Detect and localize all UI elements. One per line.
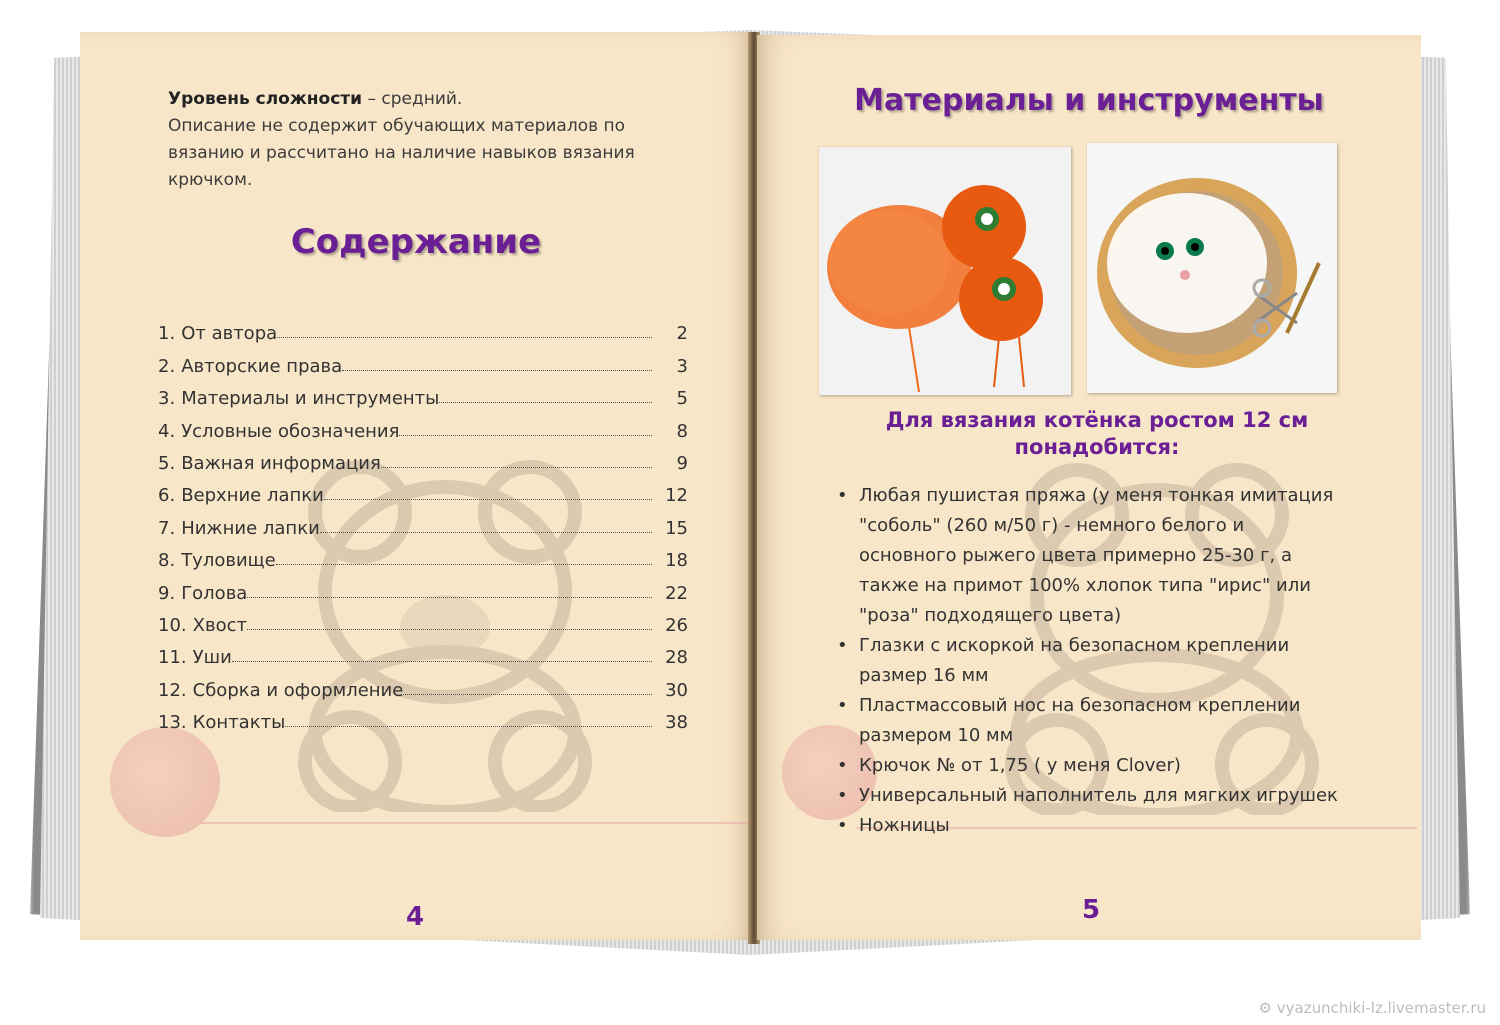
toc-item[interactable] <box>158 571 688 603</box>
toc-item-number: 10. <box>158 614 187 636</box>
toc-item[interactable] <box>158 474 688 506</box>
toc-item[interactable] <box>158 636 688 668</box>
toc-item[interactable] <box>158 506 688 538</box>
toc-item-number: 1. <box>158 323 176 345</box>
toc-item-page: 2 <box>676 323 688 345</box>
toc-item-page: 22 <box>665 582 688 604</box>
material-item: • Ножницы <box>837 811 1347 841</box>
toc-item[interactable] <box>158 539 688 571</box>
yarn-ball-decoration <box>110 727 220 837</box>
footer-url <box>1259 999 1486 1017</box>
gear-icon: ⚙ <box>1258 999 1272 1017</box>
toc-item-label: Голова <box>181 582 248 604</box>
toc-leader-dots <box>399 434 652 436</box>
toc-leader-dots <box>320 531 652 533</box>
toc-leader-dots <box>324 498 652 500</box>
toc-item-page: 15 <box>665 517 688 539</box>
toc-item-number: 11. <box>158 647 187 669</box>
toc-item-label: Нижние лапки <box>181 517 320 539</box>
toc-leader-dots <box>247 628 652 630</box>
intro-text: Описание не содержит обучающих материалов по вязанию и рассчитано на наличие навыков вязания крючком. <box>168 116 635 190</box>
material-item: • Универсальный наполнитель для мягких игрушек <box>837 781 1347 811</box>
toc-item-number: 13. <box>158 712 187 734</box>
toc-item[interactable] <box>158 668 688 700</box>
toc-item[interactable] <box>158 604 688 636</box>
toc-item-label: Верхние лапки <box>181 485 324 507</box>
toc-leader-dots <box>276 563 652 565</box>
yarn-thread-decoration <box>200 822 750 824</box>
toc-item-label: Условные обозначения <box>181 420 400 442</box>
yarn-balls-image <box>819 147 1071 395</box>
toc-item-page: 38 <box>665 712 688 734</box>
material-item: • Пластмассовый нос на безопасном креплении размером 10 мм <box>837 691 1347 751</box>
toc-item[interactable] <box>158 344 688 376</box>
material-item: • Любая пушистая пряжа (у меня тонкая имитация "соболь" (260 м/50 г) - немного белого и основного рыжего цвета примерно 25-30 г, а также на примот 100% хлопок типа "ирис" или "роза" подходящего цвета) <box>837 481 1347 631</box>
materials-subtitle <box>817 407 1377 461</box>
toc-item[interactable] <box>158 409 688 441</box>
toc-leader-dots <box>232 660 652 662</box>
toc-item-number: 2. <box>158 355 176 377</box>
toc-item-label: От автора <box>181 323 278 345</box>
toc-item-page: 28 <box>665 647 688 669</box>
materials-list <box>837 481 1347 841</box>
toc-item-page: 26 <box>665 614 688 636</box>
toc-item-number: 6. <box>158 485 176 507</box>
toc-item-number: 4. <box>158 420 176 442</box>
toc-item-label: Контакты <box>192 712 286 734</box>
material-item: • Глазки с искоркой на безопасном креплении размер 16 мм <box>837 631 1347 691</box>
materials-title: Материалы и инструменты <box>854 83 1324 118</box>
toc-leader-dots <box>277 336 652 338</box>
table-of-contents <box>158 312 688 733</box>
toc-leader-dots <box>342 369 652 371</box>
yarn-photo <box>819 147 1071 395</box>
toc-item-number: 7. <box>158 517 176 539</box>
toc-item-page: 5 <box>676 388 688 410</box>
subtitle-line-1: Для вязания котёнка ростом 12 см <box>885 408 1309 432</box>
toc-item[interactable] <box>158 312 688 344</box>
toc-item-number: 8. <box>158 550 176 572</box>
toc-item-label: Туловище <box>181 550 276 572</box>
toc-item[interactable] <box>158 442 688 474</box>
toc-item-number: 5. <box>158 452 176 474</box>
footer-url-text: vyazunchiki-lz.livemaster.ru <box>1276 999 1486 1017</box>
toc-item-label: Уши <box>192 647 232 669</box>
toc-title: Содержание <box>290 222 542 262</box>
toc-leader-dots <box>439 401 652 403</box>
difficulty-intro <box>168 86 688 194</box>
toc-item-label: Авторские права <box>181 355 343 377</box>
tools-photo <box>1087 143 1337 393</box>
tools-image <box>1087 143 1337 393</box>
toc-leader-dots <box>381 466 652 468</box>
page-number-right: 5 <box>1082 895 1101 925</box>
subtitle-line-2: понадобится: <box>1014 435 1180 459</box>
difficulty-value: – средний. <box>362 89 463 109</box>
toc-item-page: 18 <box>665 550 688 572</box>
toc-item-page: 30 <box>665 679 688 701</box>
toc-item-label: Хвост <box>192 614 247 636</box>
toc-item-label: Важная информация <box>181 452 381 474</box>
toc-item-number: 12. <box>158 679 187 701</box>
toc-item-page: 12 <box>665 485 688 507</box>
material-item: • Крючок № от 1,75 ( у меня Clover) <box>837 751 1347 781</box>
page-number-left: 4 <box>406 902 425 932</box>
toc-item[interactable] <box>158 701 688 733</box>
toc-item-number: 3. <box>158 388 176 410</box>
toc-item-label: Материалы и инструменты <box>181 388 440 410</box>
difficulty-label: Уровень сложности <box>168 89 363 109</box>
right-page <box>757 35 1421 940</box>
toc-item-page: 3 <box>676 355 688 377</box>
toc-leader-dots <box>285 725 652 727</box>
toc-item-page: 9 <box>676 452 688 474</box>
toc-leader-dots <box>403 693 652 695</box>
toc-item-number: 9. <box>158 582 176 604</box>
toc-item-label: Сборка и оформление <box>192 679 404 701</box>
left-page <box>80 32 752 940</box>
toc-leader-dots <box>247 596 652 598</box>
toc-item[interactable] <box>158 377 688 409</box>
toc-item-page: 8 <box>676 420 688 442</box>
